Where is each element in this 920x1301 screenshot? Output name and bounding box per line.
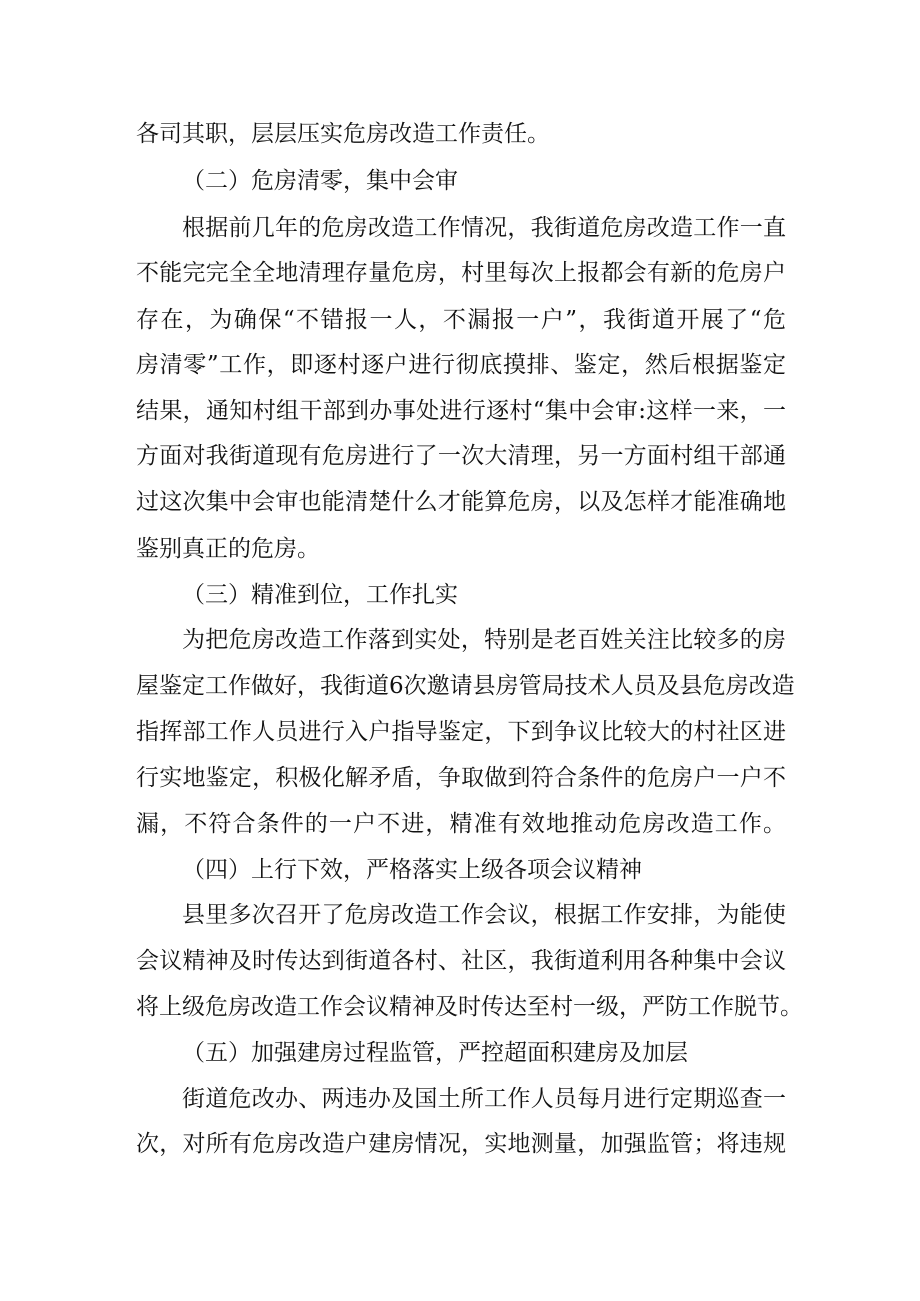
paragraph-line: 为把危房改造工作落到实处，特别是老百姓关注比较多的房 [182,627,786,653]
paragraph-line: 漏，不符合条件的一户不进，精准有效地推动危房改造工作。 [136,811,786,837]
paragraph-line: 各司其职，层层压实危房改造工作责任。 [136,121,550,147]
section-heading: （五）加强建房过程监管，严控超面积建房及加层 [182,1040,688,1066]
paragraph-line: 鉴别真正的危房。 [136,536,320,562]
paragraph-line: 结果，通知村组干部到办事处进行逐村“集中会审:这样一来，一 [136,398,786,424]
paragraph-line: 方面对我街道现有危房进行了一次大清理，另一方面村组干部通 [136,443,786,469]
paragraph-line: 街道危改办、两违办及国土所工作人员每月进行定期巡查一 [182,1086,786,1112]
paragraph-line: 不能完完全全地清理存量危房，村里每次上报都会有新的危房户 [136,260,786,286]
section-heading: （三）精准到位，工作扎实 [182,582,458,608]
paragraph-line: 次，对所有危房改造户建房情况，实地测量，加强监管；将违规 [136,1131,786,1157]
paragraph-line: 过这次集中会审也能清楚什么才能算危房，以及怎样才能准确地 [136,489,786,515]
section-heading: （二）危房清零，集中会审 [182,168,458,194]
section-heading: （四）上行下效，严格落实上级各项会议精神 [182,857,642,883]
paragraph-line: 行实地鉴定，积极化解矛盾，争取做到符合条件的危房户一户不 [136,765,786,791]
paragraph-line: 县里多次召开了危房改造工作会议，根据工作安排，为能使 [182,902,786,928]
paragraph-line: 将上级危房改造工作会议精神及时传达至村一级，严防工作脱节。 [136,994,803,1020]
paragraph-line: 指挥部工作人员进行入户指导鉴定，下到争议比较大的村社区进 [136,719,786,745]
paragraph-line: 房清零”工作，即逐村逐户进行彻底摸排、鉴定，然后根据鉴定 [136,352,786,378]
paragraph-line: 存在，为确保“不错报一人，不漏报一户”，我街道开展了“危 [136,307,786,333]
paragraph-line: 屋鉴定工作做好，我街道6次邀请县房管局技术人员及县危房改造 [136,673,795,699]
paragraph-line: 根据前几年的危房改造工作情况，我街道危房改造工作一直 [182,215,786,241]
paragraph-line: 会议精神及时传达到街道各村、社区，我街道利用各种集中会议 [136,948,786,974]
